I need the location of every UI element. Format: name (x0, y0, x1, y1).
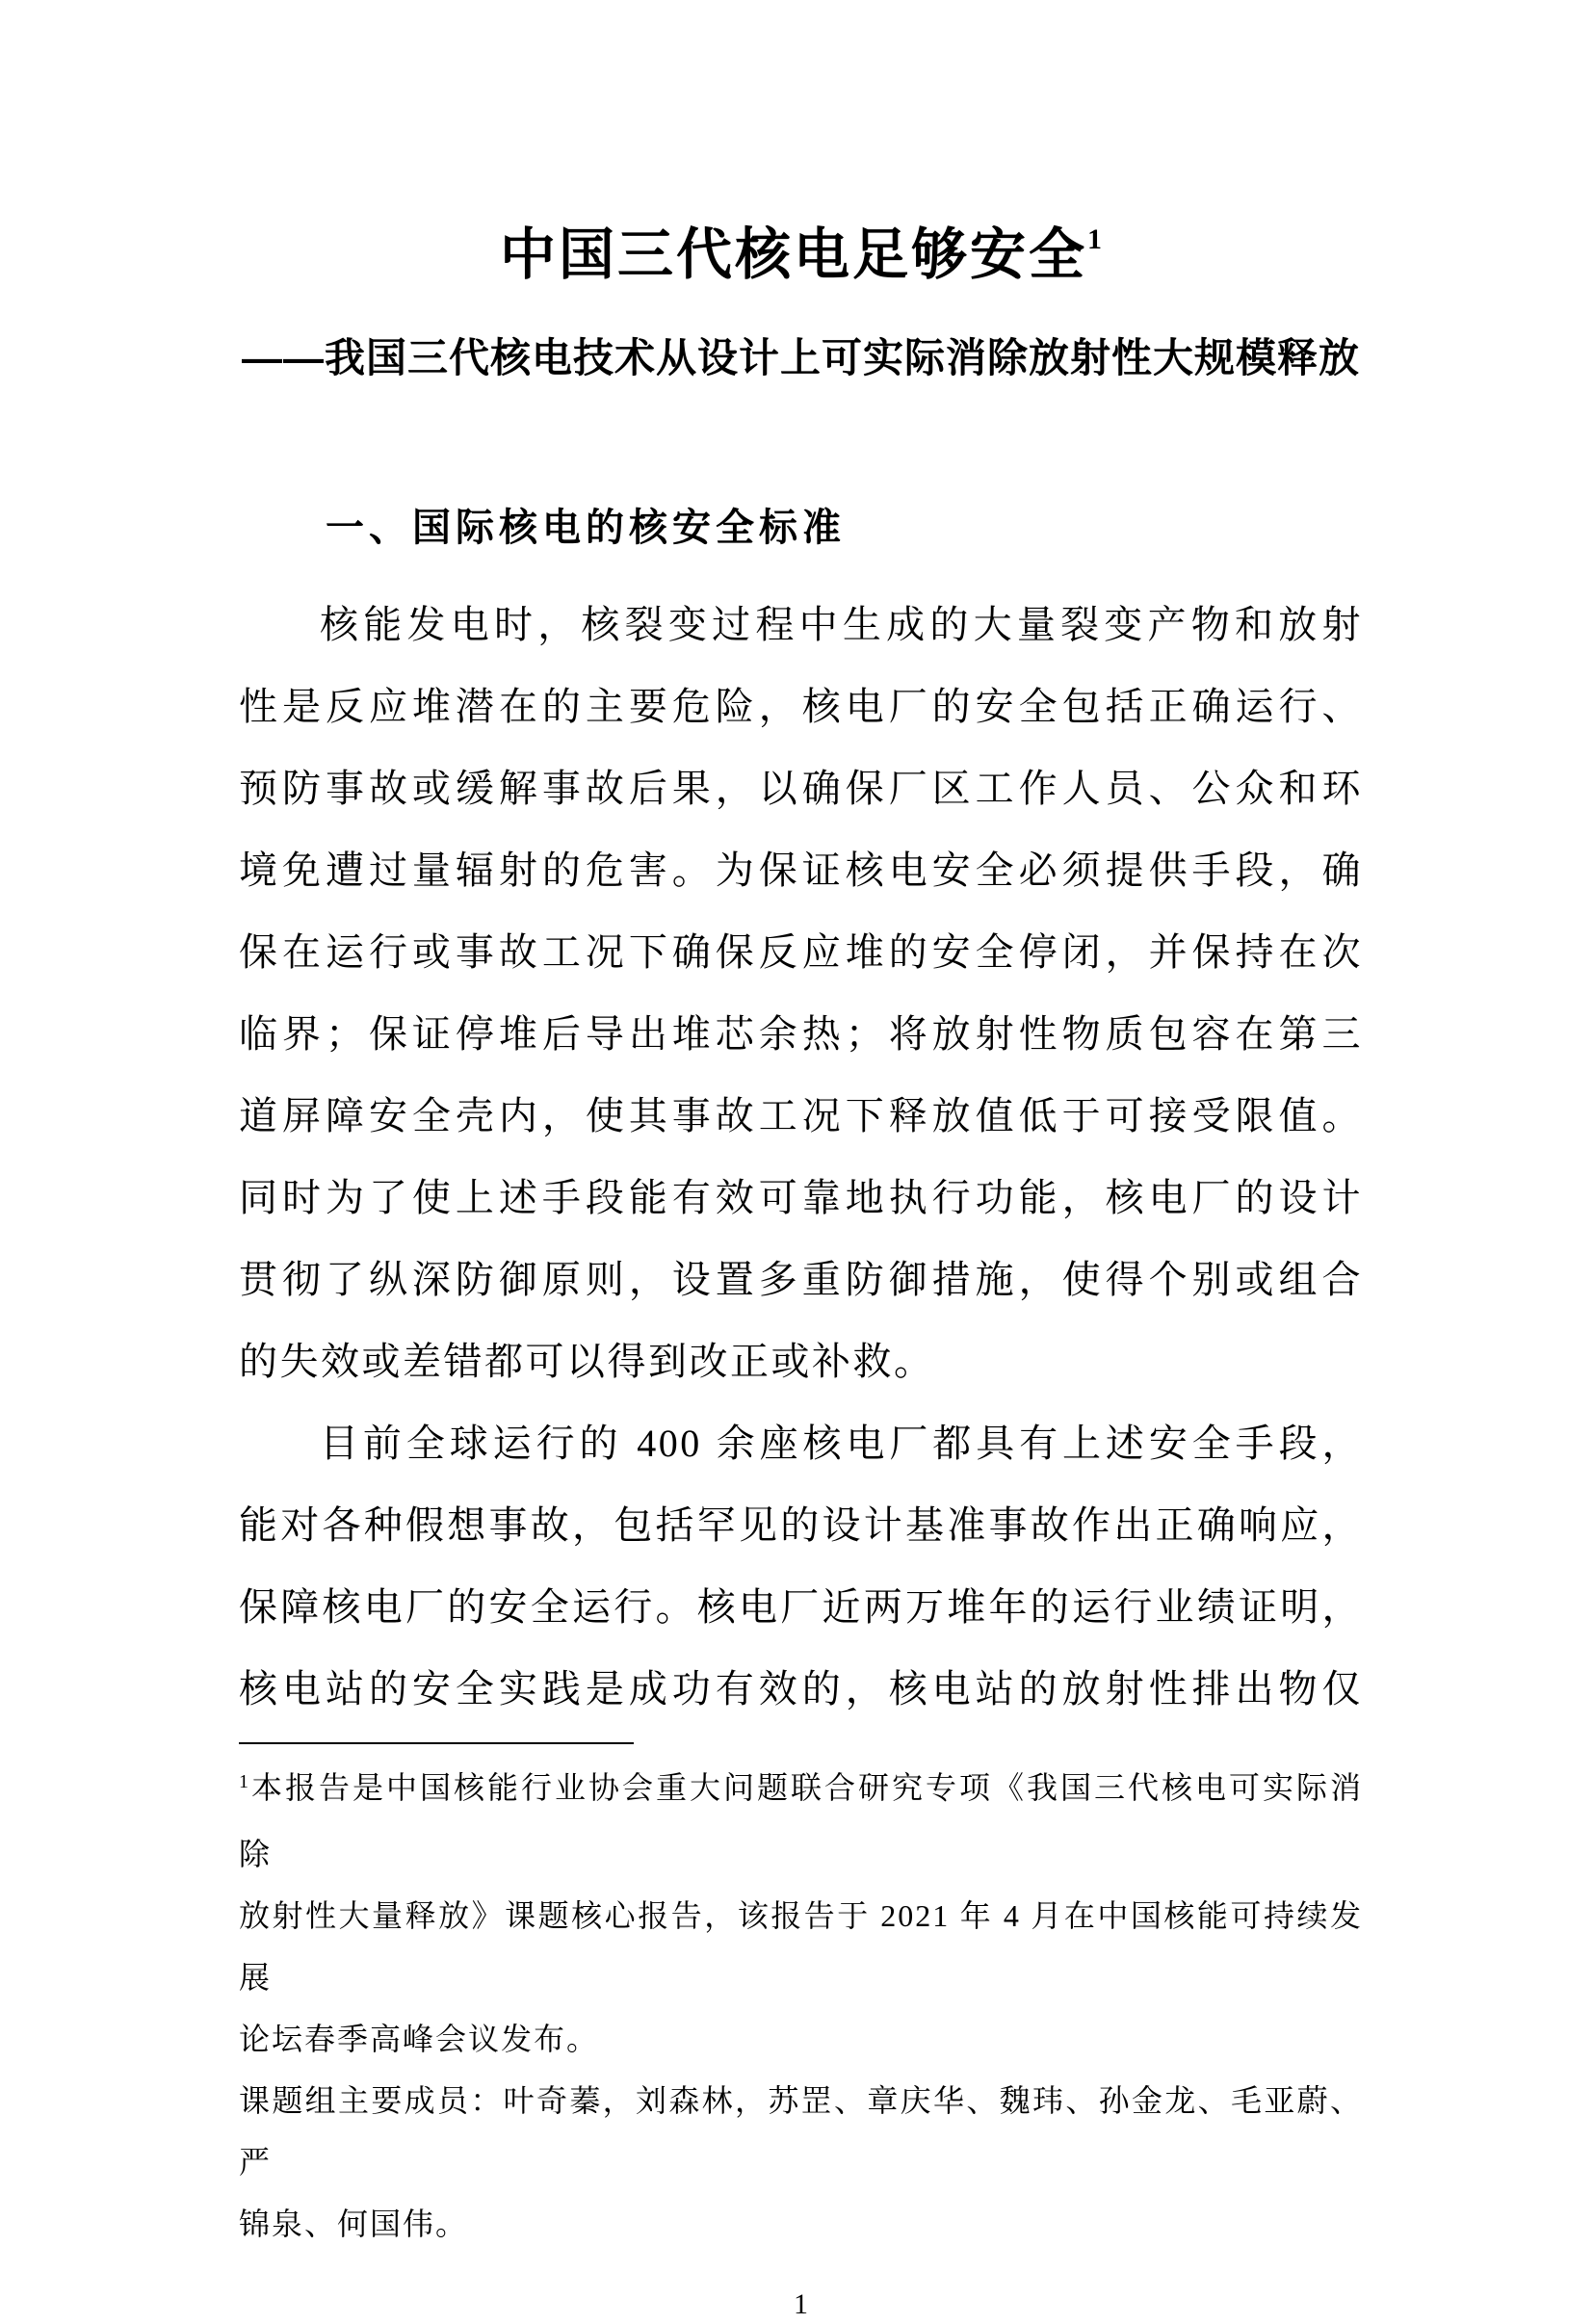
body-line: 贯彻了纵深防御原则，设置多重防御措施，使得个别或组合 (239, 1258, 1363, 1301)
page-number: 1 (794, 2288, 808, 2320)
body-line: 同时为了使上述手段能有效可靠地执行功能，核电厂的设计 (239, 1176, 1363, 1219)
title-footnote-marker: 1 (1087, 223, 1102, 255)
body-line: 能对各种假想事故，包括罕见的设计基准事故作出正确响应， (239, 1503, 1363, 1547)
body-line: 境免遭过量辐射的危害。为保证核电安全必须提供手段，确 (239, 849, 1363, 892)
footnote-divider (239, 1742, 634, 1744)
footnote-marker-superscript: 1 (239, 1771, 248, 1792)
footnote-text: 本报告是中国核能行业协会重大问题联合研究专项《我国三代核电可实际消除 (239, 1770, 1363, 1871)
footnote-line: 论坛春季高峰会议发布。 (239, 2022, 600, 2056)
body-text (239, 584, 1363, 1730)
footnote-line: 课题组主要成员：叶奇蓁，刘森林，苏罡、章庆华、魏玮、孙金龙、毛亚蔚、严 (239, 2083, 1363, 2180)
footnote-line: 放射性大量释放》课题核心报告，该报告于 2021 年 4 月在中国核能可持续发展 (239, 1898, 1363, 1995)
body-line: 临界；保证停堆后导出堆芯余热；将放射性物质包容在第三 (239, 1012, 1363, 1056)
body-line: 目前全球运行的 400 余座核电厂都具有上述安全手段， (320, 1422, 1363, 1465)
body-line: 核电站的安全实践是成功有效的，核电站的放射性排出物仅 (239, 1667, 1363, 1710)
footnotes (239, 1757, 1363, 2255)
footnote-line (239, 1757, 1363, 1885)
body-line: 核能发电时，核裂变过程中生成的大量裂变产物和放射 (320, 603, 1363, 646)
footnote-line: 锦泉、何国伟。 (239, 2206, 469, 2241)
document-title-text: 中国三代核电足够安全 (499, 223, 1087, 286)
body-paragraph (239, 1402, 1363, 1730)
document-title (239, 212, 1363, 308)
body-line: 性是反应堆潜在的主要危险，核电厂的安全包括正确运行、 (239, 685, 1363, 728)
body-line: 保障核电厂的安全运行。核电厂近两万堆年的运行业绩证明， (239, 1585, 1363, 1629)
body-paragraph (239, 584, 1363, 1402)
section-heading: 一、国际核电的核安全标准 (326, 507, 846, 549)
body-line: 预防事故或缓解事故后果，以确保厂区工作人员、公众和环 (239, 767, 1363, 810)
document-subtitle: ——我国三代核电技术从设计上可实际消除放射性大规模释放 (241, 335, 1360, 380)
body-line: 的失效或差错都可以得到改正或补救。 (239, 1340, 935, 1383)
body-line: 道屏障安全壳内，使其事故工况下释放值低于可接受限值。 (239, 1094, 1363, 1137)
body-line: 保在运行或事故工况下确保反应堆的安全停闭，并保持在次 (239, 930, 1363, 974)
